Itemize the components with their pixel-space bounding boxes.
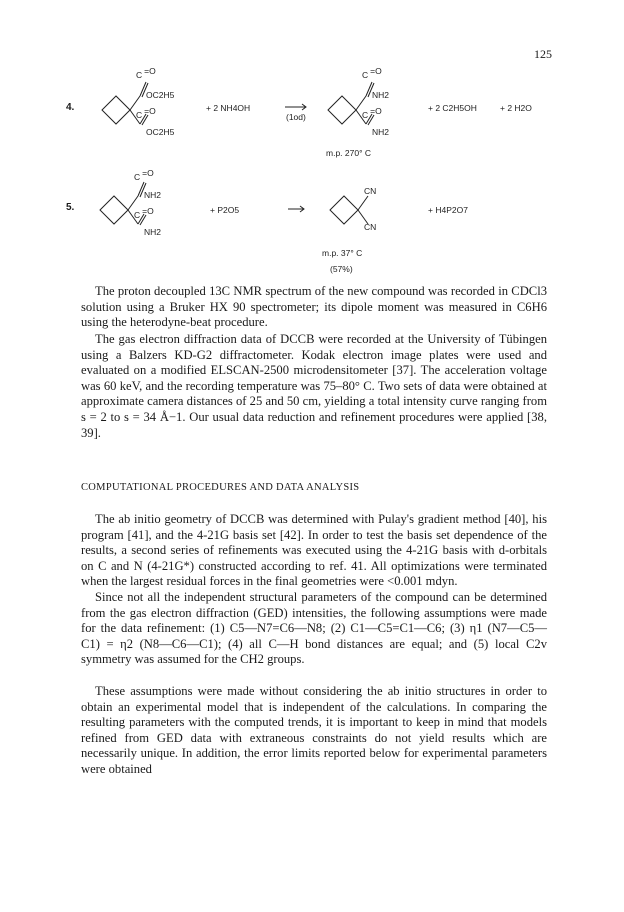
scheme-5-label: 5. xyxy=(66,202,75,213)
scheme-5-reactant-lower-group: NH2 xyxy=(144,227,162,237)
paragraph-ged-data-text: The gas electron diffraction data of DCCB were recorded at the University of Tübingen using a Balzers KD-G2 diffractometer. Kodak electron image plates were used and evaluated on a modified ELSCAN-2500 microdensitometer [37]. The acceleration voltage was 60 keV, and the recording temperature was 75–80° C. Two sets of data were obtained at approximate camera distances of 25 and 50 cm, yielding a total intensity curve ranging from s = 2 to s = 34 Å−1. Our usual data reduction and refinement procedures were applied [38, 39]. xyxy=(81,332,547,440)
paragraph-assumptions xyxy=(81,590,547,668)
scheme-4-product-upper-group: NH2 xyxy=(372,90,390,100)
scheme-4-structures xyxy=(60,66,560,170)
scheme-4-reactant-upper-group: OC2H5 xyxy=(146,90,175,100)
paragraph-nmr xyxy=(81,284,547,331)
scheme-5-co-reactant: + P2O5 xyxy=(210,205,240,215)
scheme-4-co-reactant: + 2 NH4OH xyxy=(206,103,251,113)
scheme-5-product-lower-group: CN xyxy=(364,222,377,232)
scheme-5-melting-point: m.p. 37° C xyxy=(322,248,363,258)
paragraph-ged-data xyxy=(81,332,547,441)
scheme-5-reactant-upper: C =O xyxy=(134,168,154,182)
paragraph-model-text: These assumptions were made without considering the ab initio structures in order to obtain an experimental model that is independent of the calculations. In comparing the resulting parameters with the computed trends, it is important to keep in mind that models refined from GED data with extraneous constraints do not yield results which are necessarily unique. In addition, the error limits reported below for experimental parameters were obtained xyxy=(81,684,547,776)
scheme-4-label: 4. xyxy=(66,102,75,113)
scheme-4-reactant-lower-group: OC2H5 xyxy=(146,127,175,137)
scheme-4-product-lower-group: NH2 xyxy=(372,127,390,137)
paragraph-model xyxy=(81,684,547,778)
page-number: 125 xyxy=(534,47,552,61)
paragraph-assumptions-text: Since not all the independent structural parameters of the compound can be determined from the gas electron diffraction (GED) intensities, the following assumptions were made for the data refinement: (1) C5—N7=C6—N8; (2) C1—C5=C1—C6; (3) η1 (N7—C5—C1) = η2 (N8—C6—C1); (4) all C—H bond distances are equal; and (5) local C2v symmetry was assumed for the CH2 groups. xyxy=(81,590,547,667)
scheme-4-byproduct-2: + 2 H2O xyxy=(500,103,532,113)
scheme-5-structures xyxy=(60,168,560,282)
paragraph-ab-initio xyxy=(81,512,547,590)
scheme-5-reactant-lower: C =O xyxy=(134,206,154,220)
reaction-scheme-4 xyxy=(60,66,560,170)
scheme-5-product-upper-group: CN xyxy=(364,186,377,196)
scheme-4-melting-point: m.p. 270° C xyxy=(326,148,371,158)
scheme-4-byproduct-1: + 2 C2H5OH xyxy=(428,103,477,113)
scheme-4-reactant-upper: C =O xyxy=(136,66,156,80)
scheme-5-yield: (57%) xyxy=(330,264,353,274)
scheme-4-product-upper: C =O xyxy=(362,66,382,80)
scheme-5-reactant-upper-group: NH2 xyxy=(144,190,162,200)
paragraph-ab-initio-text: The ab initio geometry of DCCB was determined with Pulay's gradient method [40], his program [41], and the 4-21G basis set [42]. In order to test the basis set dependence of the results, a second series of refinements was executed using the 4-21G basis with d-orbitals on C and N (4-21G*) constructed according to ref. 41. All optimizations were terminated when the largest residual forces in the final geometries were <0.001 mdyn. xyxy=(81,512,547,589)
section-heading: COMPUTATIONAL PROCEDURES AND DATA ANALYSIS xyxy=(81,482,360,493)
scheme-4-reactant-lower: C =O xyxy=(136,106,156,120)
scheme-5-byproduct: + H4P2O7 xyxy=(428,205,468,215)
scheme-4-product-lower: C =O xyxy=(362,106,382,120)
scheme-4-arrow-condition: (1od) xyxy=(286,112,306,122)
reaction-scheme-5 xyxy=(60,168,560,282)
paragraph-nmr-text: The proton decoupled 13C NMR spectrum of the new compound was recorded in CDCl3 solution using a Bruker HX 90 spectrometer; its dipole moment was measured in C6H6 using the heterodyne-beat procedure. xyxy=(81,284,547,330)
